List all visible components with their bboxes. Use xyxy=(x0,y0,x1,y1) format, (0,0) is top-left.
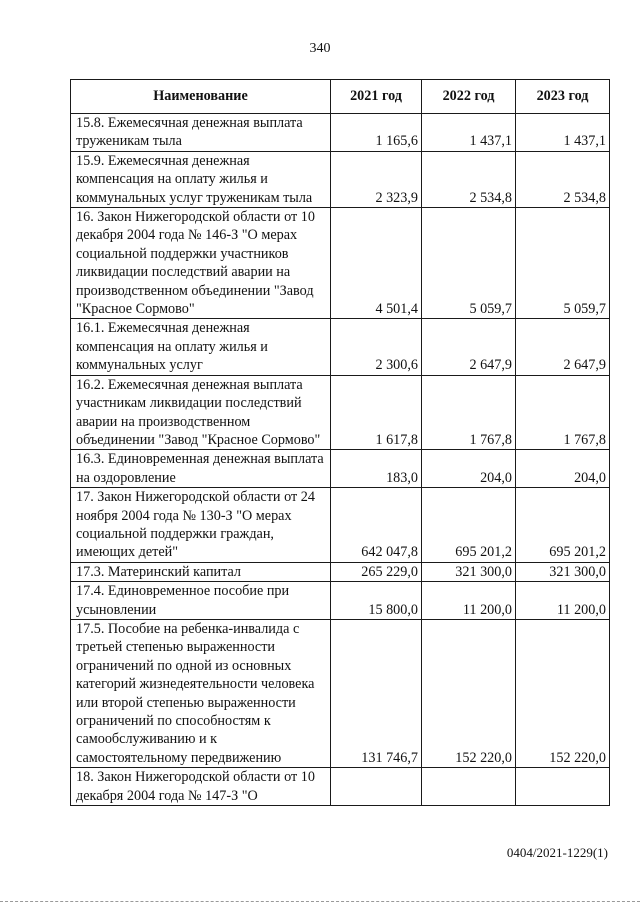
document-code: 0404/2021-1229(1) xyxy=(506,845,608,860)
row-value-2022: 1 437,1 xyxy=(422,114,516,152)
row-name: 16.3. Единовременная денежная выплата на оздоровление xyxy=(71,450,331,488)
row-value-2023: 204,0 xyxy=(516,450,610,488)
row-value-2021: 642 047,8 xyxy=(331,488,422,563)
header-2021: 2021 год xyxy=(331,80,422,114)
header-name: Наименование xyxy=(71,80,331,114)
row-value-2022: 11 200,0 xyxy=(422,582,516,620)
row-value-2022: 2 647,9 xyxy=(422,319,516,375)
row-value-2022 xyxy=(422,768,516,806)
header-2023: 2023 год xyxy=(516,80,610,114)
table-row xyxy=(71,208,610,319)
row-value-2021: 265 229,0 xyxy=(331,562,422,581)
row-value-2022: 1 767,8 xyxy=(422,375,516,450)
row-value-2023: 1 767,8 xyxy=(516,375,610,450)
row-value-2023: 1 437,1 xyxy=(516,114,610,152)
footer-divider xyxy=(0,901,640,902)
row-value-2021: 131 746,7 xyxy=(331,619,422,767)
budget-table xyxy=(70,79,610,806)
row-value-2023: 2 647,9 xyxy=(516,319,610,375)
row-value-2023: 695 201,2 xyxy=(516,488,610,563)
row-value-2023: 5 059,7 xyxy=(516,208,610,319)
table-row xyxy=(71,562,610,581)
table-row xyxy=(71,619,610,767)
row-value-2022: 152 220,0 xyxy=(422,619,516,767)
row-name: 15.8. Ежемесячная денежная выплата труженикам тыла xyxy=(71,114,331,152)
table-row xyxy=(71,450,610,488)
row-value-2021: 1 165,6 xyxy=(331,114,422,152)
table-row xyxy=(71,582,610,620)
row-value-2021 xyxy=(331,768,422,806)
row-value-2022: 321 300,0 xyxy=(422,562,516,581)
row-name: 17.4. Единовременное пособие при усыновлении xyxy=(71,582,331,620)
table-row xyxy=(71,375,610,450)
row-value-2021: 15 800,0 xyxy=(331,582,422,620)
row-value-2023 xyxy=(516,768,610,806)
row-value-2021: 183,0 xyxy=(331,450,422,488)
row-name: 15.9. Ежемесячная денежная компенсация на оплату жилья и коммунальных услуг труженикам тыла xyxy=(71,151,331,207)
row-value-2023: 321 300,0 xyxy=(516,562,610,581)
row-value-2023: 152 220,0 xyxy=(516,619,610,767)
row-value-2022: 204,0 xyxy=(422,450,516,488)
table-row xyxy=(71,488,610,563)
row-name: 16.1. Ежемесячная денежная компенсация на оплату жилья и коммунальных услуг xyxy=(71,319,331,375)
table-row xyxy=(71,151,610,207)
table-row xyxy=(71,114,610,152)
row-value-2023: 2 534,8 xyxy=(516,151,610,207)
row-value-2022: 5 059,7 xyxy=(422,208,516,319)
row-value-2021: 2 323,9 xyxy=(331,151,422,207)
row-name: 18. Закон Нижегородской области от 10 декабря 2004 года № 147-З "О xyxy=(71,768,331,806)
row-value-2022: 2 534,8 xyxy=(422,151,516,207)
table-header-row xyxy=(71,80,610,114)
table-row xyxy=(71,768,610,806)
table-row xyxy=(71,319,610,375)
row-value-2021: 1 617,8 xyxy=(331,375,422,450)
row-name: 17.5. Пособие на ребенка-инвалида с третьей степенью выраженности ограничений по одной из основных категорий жизнедеятельности человека или второй степенью выраженности ограничений по способностям к самообслуживанию и к самостоятельному передвижению xyxy=(71,619,331,767)
row-value-2023: 11 200,0 xyxy=(516,582,610,620)
page-number: 340 xyxy=(309,41,331,56)
header-2022: 2022 год xyxy=(422,80,516,114)
row-value-2021: 2 300,6 xyxy=(331,319,422,375)
row-value-2022: 695 201,2 xyxy=(422,488,516,563)
row-name: 16. Закон Нижегородской области от 10 декабря 2004 года № 146-З "О мерах социальной поддержки участников ликвидации последствий аварии на производственном объединении "Завод "Красное Сормово" xyxy=(71,208,331,319)
row-name: 17. Закон Нижегородской области от 24 ноября 2004 года № 130-З "О мерах социальной поддержки граждан, имеющих детей" xyxy=(71,488,331,563)
row-name: 16.2. Ежемесячная денежная выплата участникам ликвидации последствий аварии на производственном объединении "Завод "Красное Сормово" xyxy=(71,375,331,450)
row-value-2021: 4 501,4 xyxy=(331,208,422,319)
row-name: 17.3. Материнский капитал xyxy=(71,562,331,581)
